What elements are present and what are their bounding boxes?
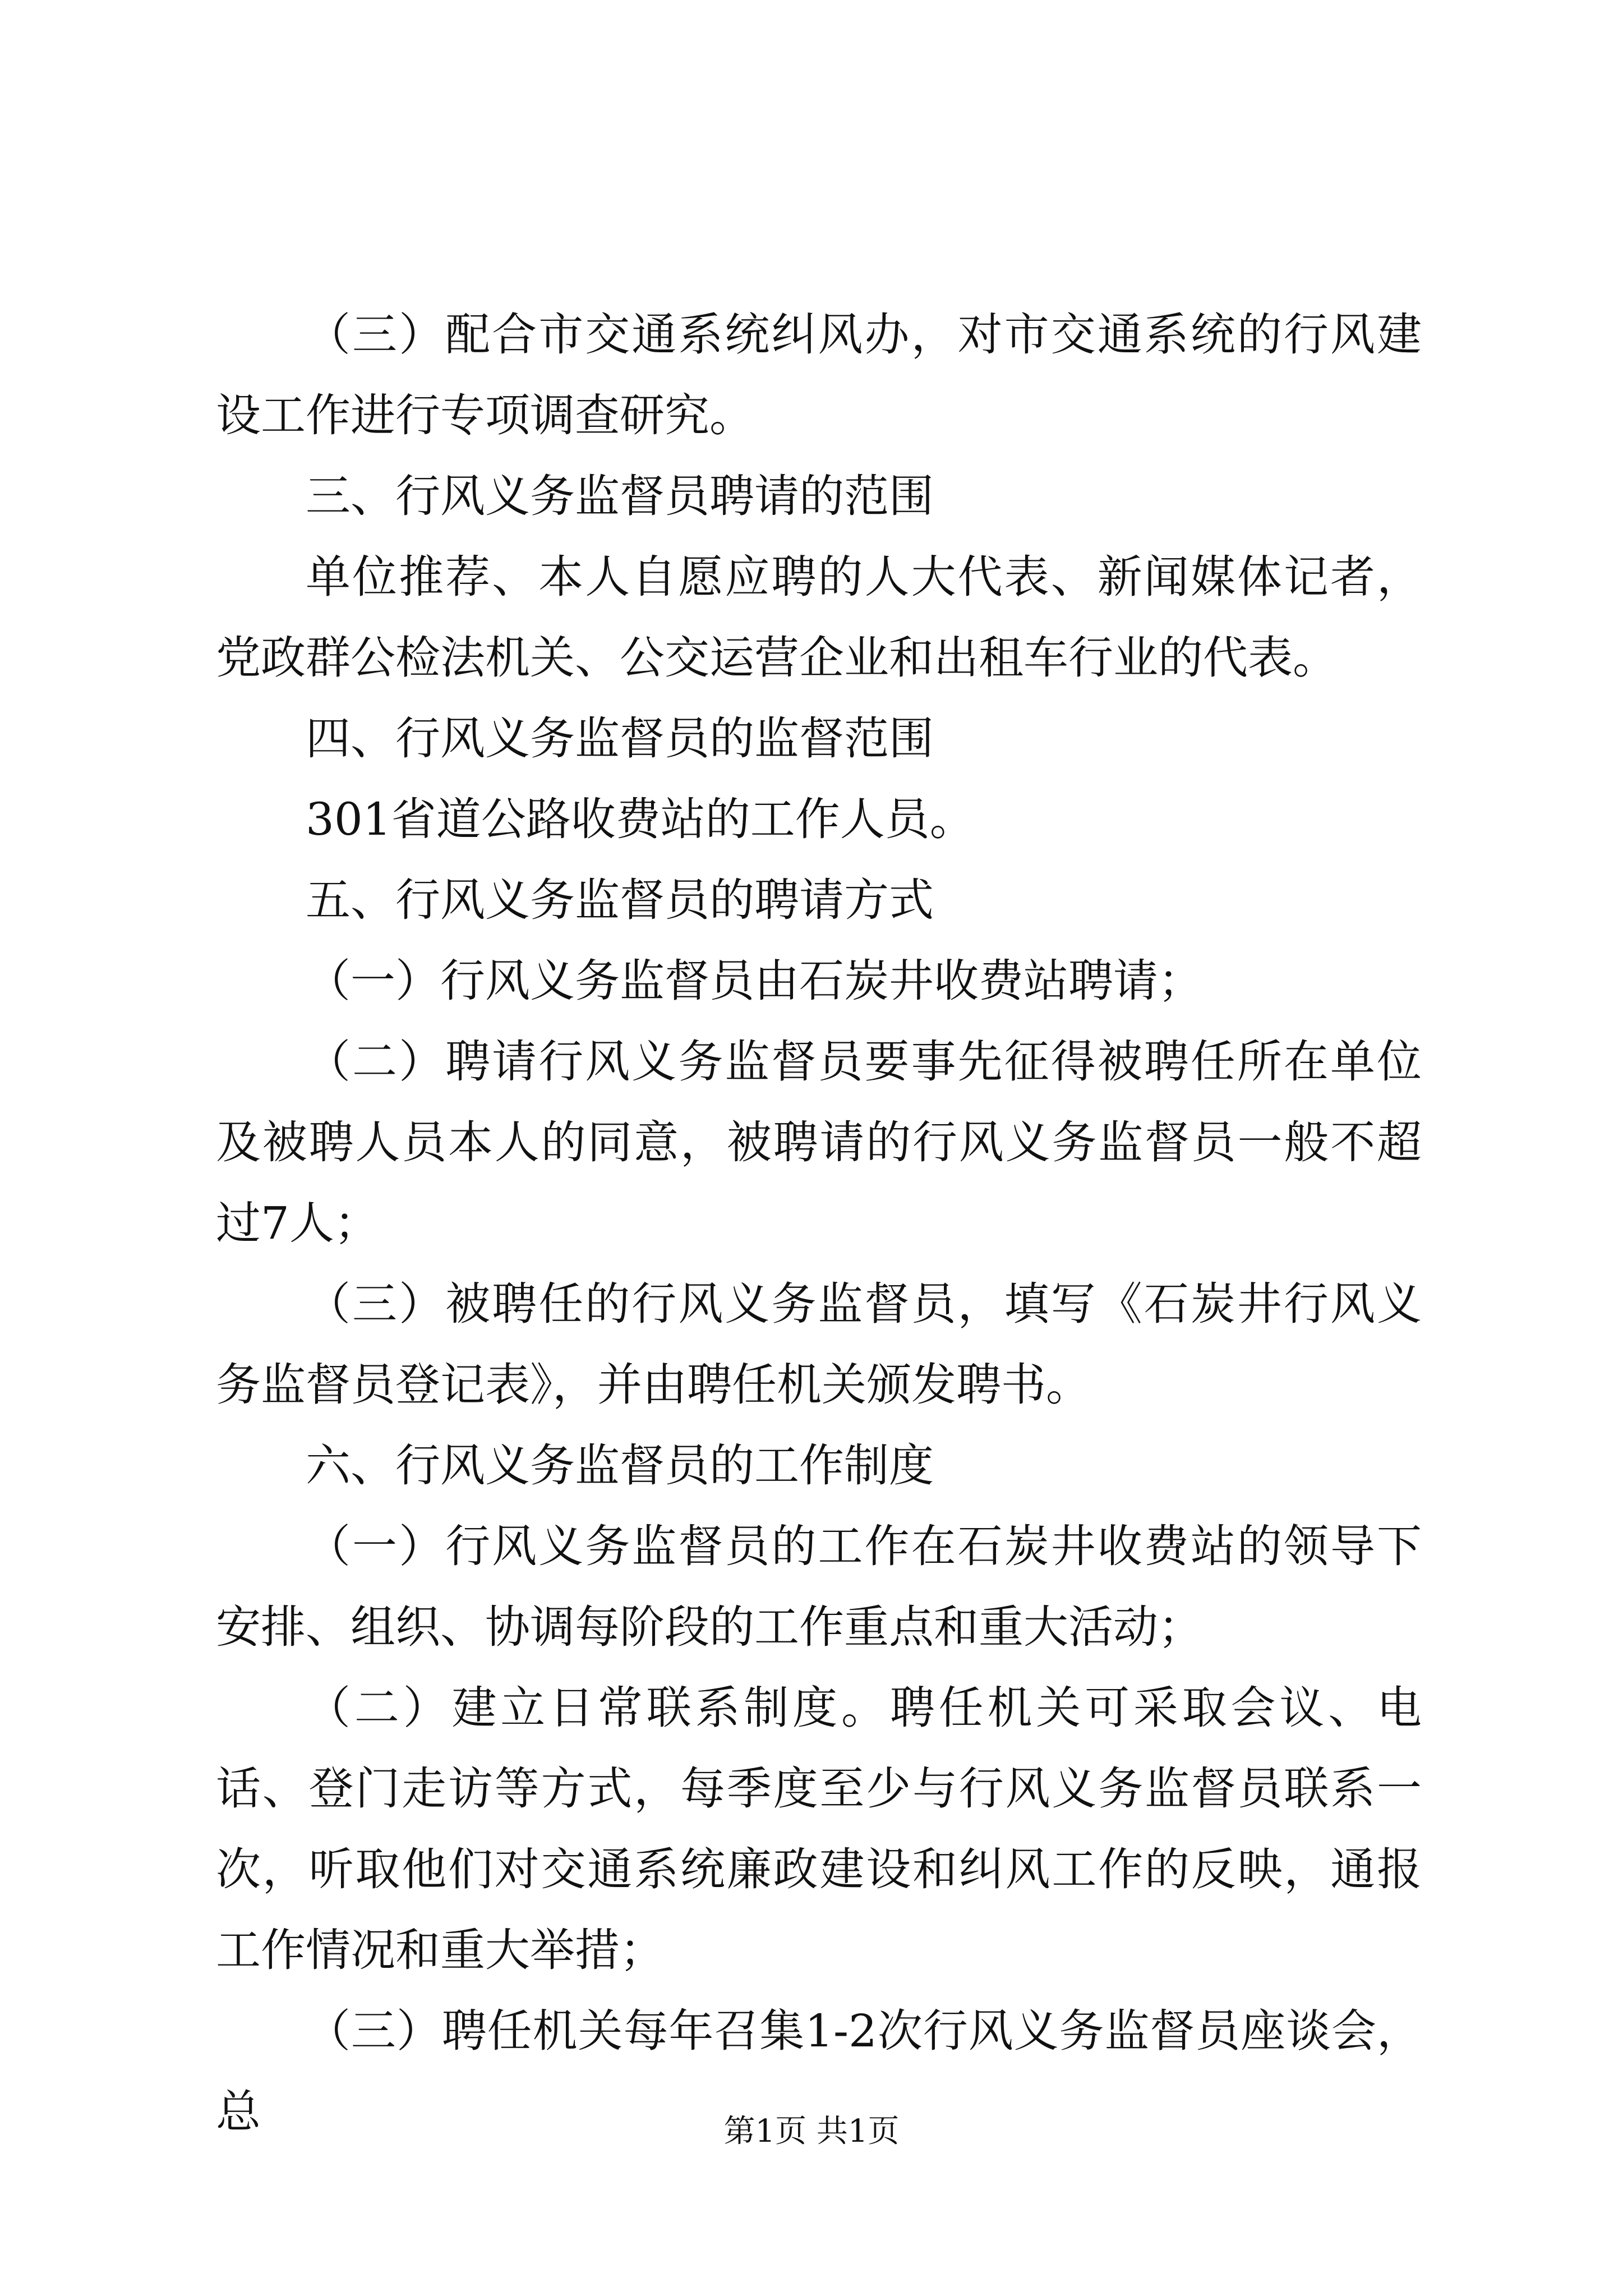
paragraph-appointment-method-3: （三）被聘任的行风义务监督员，填写《石炭井行风义务监督员登记表》，并由聘任机关颁发聘书。 (216, 1278, 1422, 1411)
paragraph-appointment-method-1: （一）行风义务监督员由石炭井收费站聘请； (306, 955, 1203, 1007)
heading-work-system: 六、行风义务监督员的工作制度 (306, 1439, 934, 1492)
paragraph-scope-of-appointment: 单位推荐、本人自愿应聘的人大代表、新闻媒体记者，党政群公检法机关、公交运营企业和出租车行业的代表。 (216, 551, 1422, 684)
paragraph-investigation: （三）配合市交通系统纠风办，对市交通系统的行风建设工作进行专项调查研究。 (216, 309, 1422, 441)
heading-appointment-method: 五、行风义务监督员的聘请方式 (306, 874, 934, 926)
heading-supervision-scope: 四、行风义务监督员的监督范围 (306, 712, 934, 765)
paragraph-work-system-2: （二）建立日常联系制度。聘任机关可采取会议、电话、登门走访等方式，每季度至少与行风义务监督员联系一次，听取他们对交通系统廉政建设和纠风工作的反映，通报工作情况和重大举措； (216, 1682, 1422, 1976)
paragraph-supervision-scope: 301省道公路收费站的工作人员。 (306, 793, 975, 845)
document-body (216, 295, 1422, 2152)
heading-scope-of-appointment: 三、行风义务监督员聘请的范围 (306, 470, 934, 522)
paragraph-appointment-method-2: （二）聘请行风义务监督员要事先征得被聘任所在单位及被聘人员本人的同意，被聘请的行风义务监督员一般不超过7人； (216, 1036, 1422, 1249)
paragraph-work-system-1: （一）行风义务监督员的工作在石炭井收费站的领导下安排、组织、协调每阶段的工作重点和重大活动； (216, 1520, 1422, 1653)
page-footer: 第1页 共1页 (723, 2113, 900, 2150)
paragraph-work-system-3: （三）聘任机关每年召集1-2次行风义务监督员座谈会，总 (216, 2005, 1422, 2138)
